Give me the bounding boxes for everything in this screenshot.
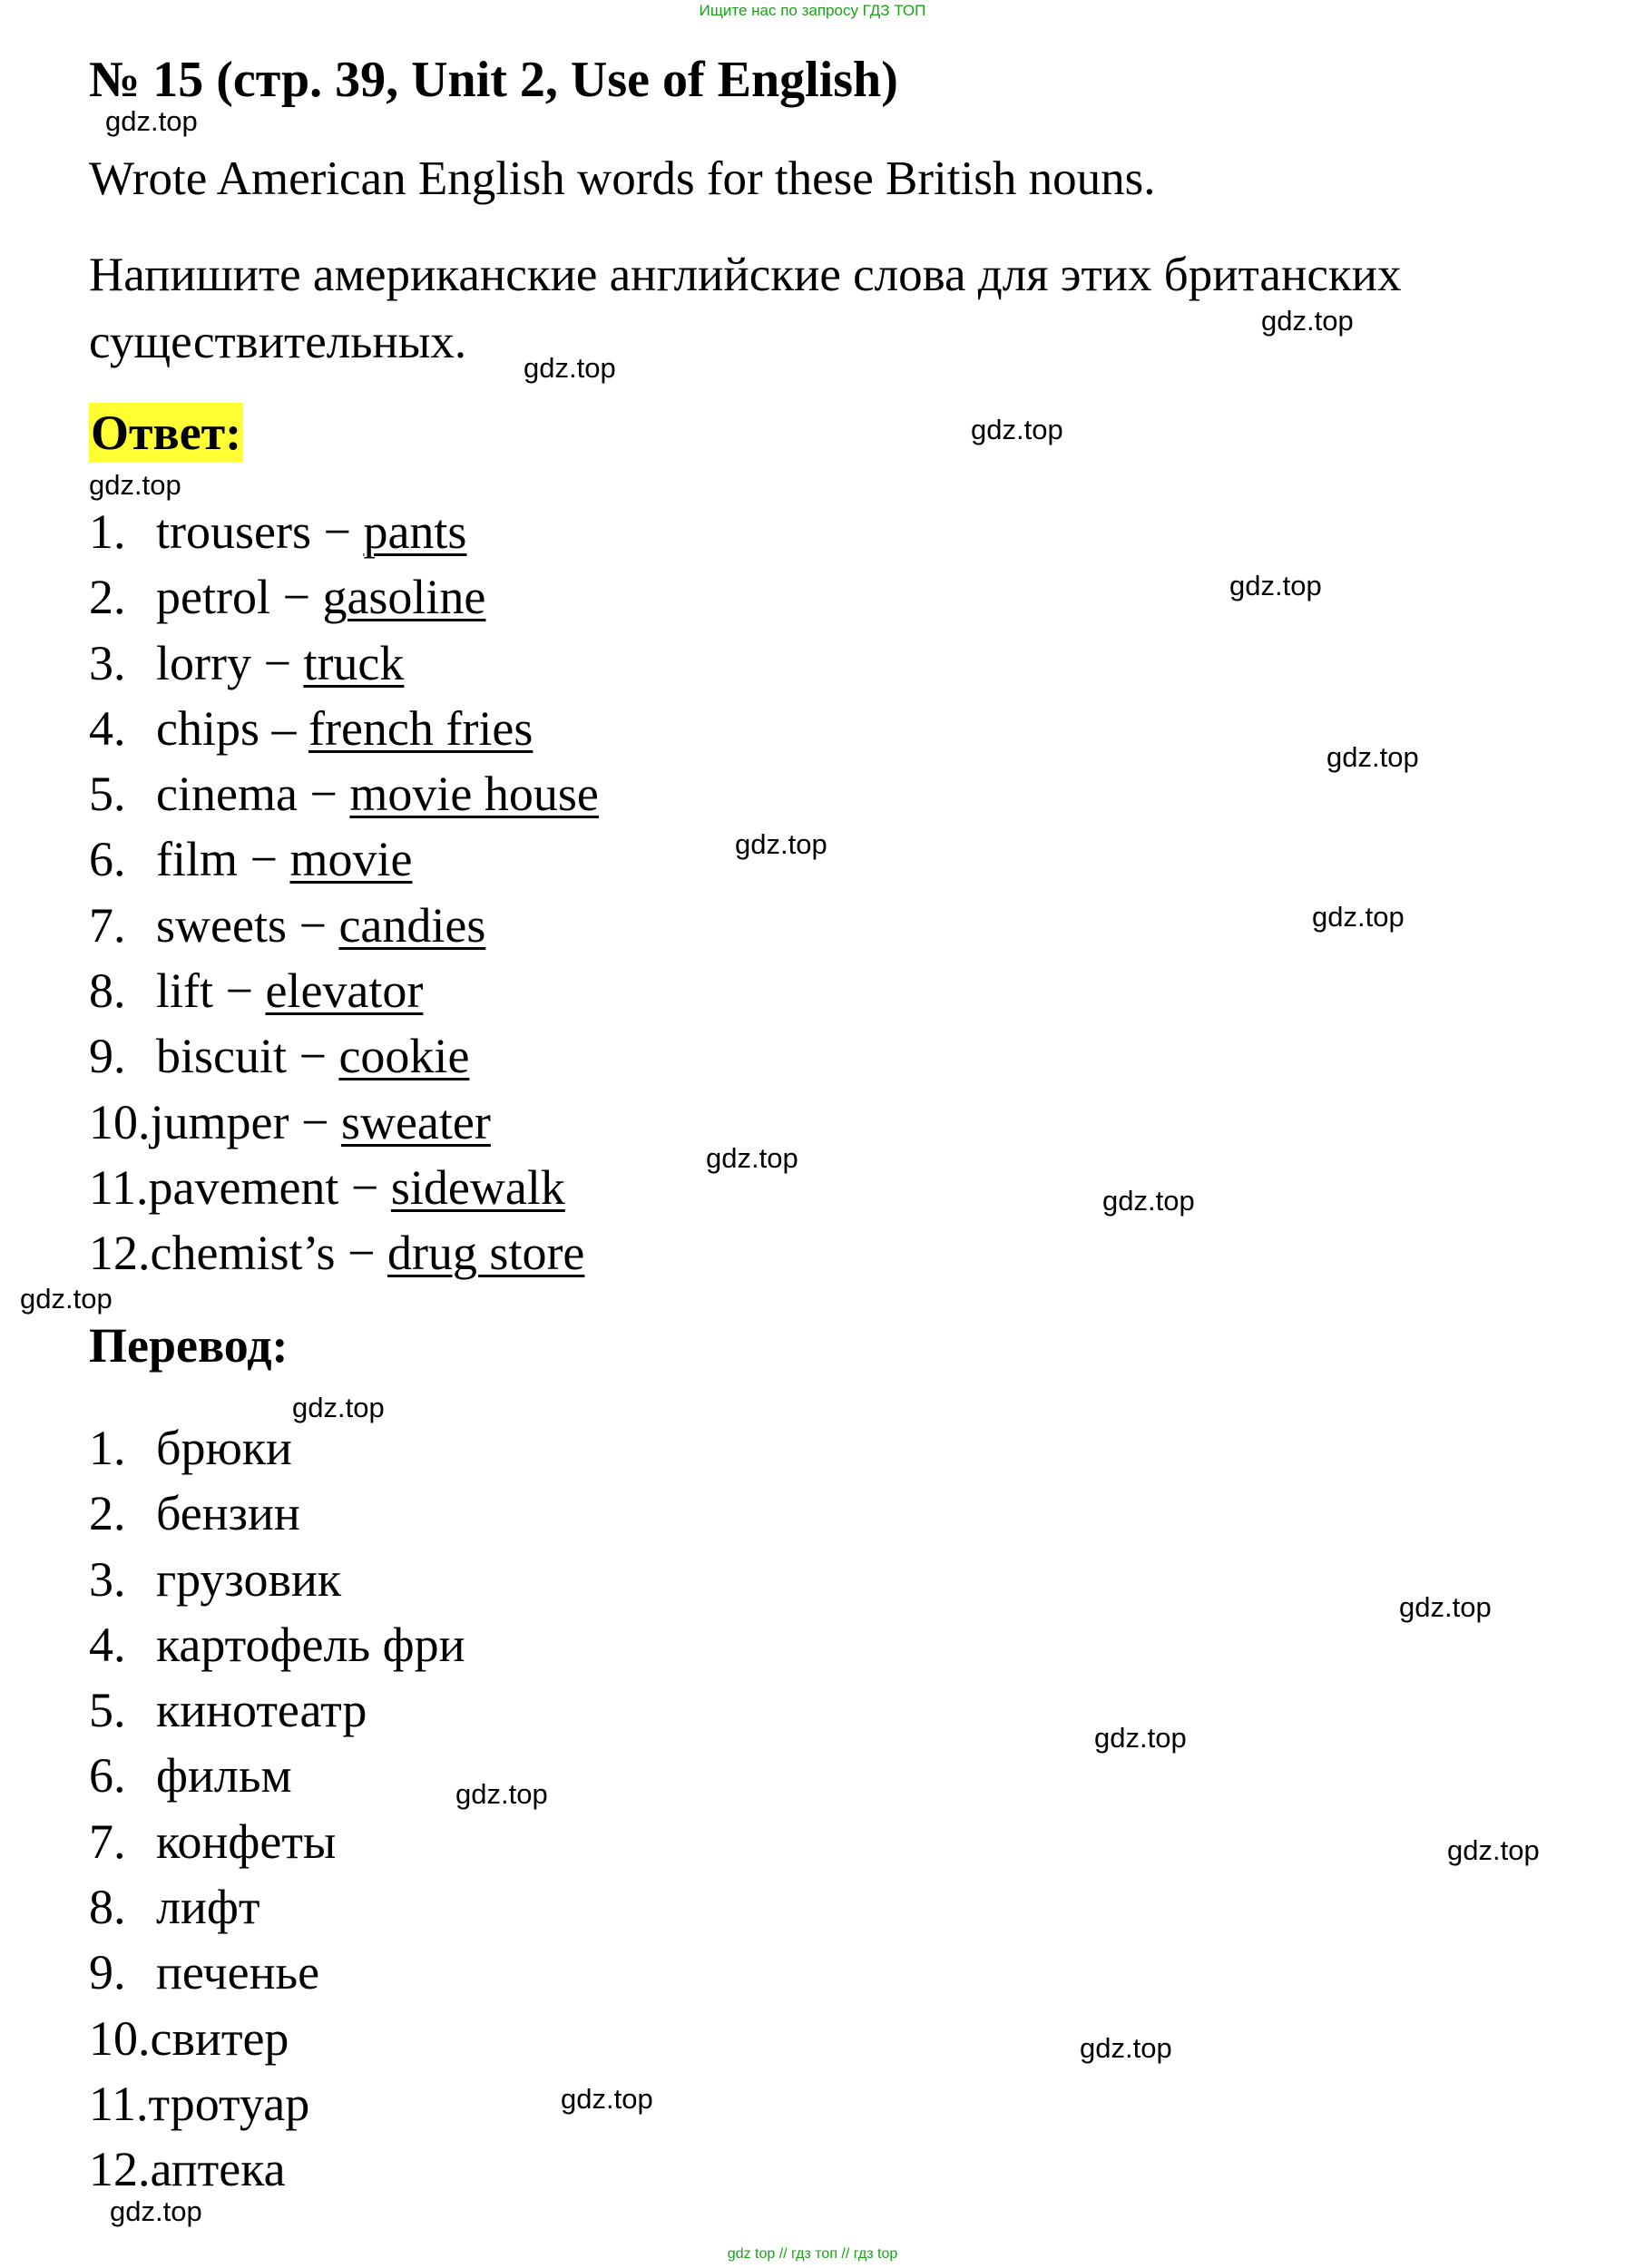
answer-item (89, 564, 599, 630)
item-number: 10. (89, 2010, 151, 2066)
watermark: gdz.top (706, 1142, 798, 1174)
translation-item (89, 1547, 465, 1612)
item-number: 8. (89, 1880, 126, 1935)
translation-text: брюки (156, 1421, 292, 1475)
american-word: sweater (340, 1094, 491, 1149)
british-word: chemist’s (150, 1226, 336, 1281)
american-word: french fries (308, 700, 534, 756)
separator: − (269, 570, 323, 625)
watermark: gdz.top (1447, 1834, 1540, 1866)
separator: − (338, 1159, 391, 1215)
item-number: 11. (89, 1159, 149, 1215)
watermark: gdz.top (89, 469, 181, 501)
answer-list (89, 499, 599, 1286)
american-word: pants (363, 504, 467, 559)
item-number: 2. (89, 1486, 126, 1541)
watermark: gdz.top (735, 828, 827, 860)
translation-item (89, 1940, 465, 2005)
translation-text: лифт (156, 1880, 260, 1935)
american-word: gasoline (322, 570, 486, 625)
watermark: gdz.top (292, 1392, 385, 1423)
item-number: 3. (89, 1551, 126, 1607)
item-number: 1. (89, 504, 126, 559)
separator: − (213, 963, 266, 1019)
british-word: jumper (150, 1094, 289, 1149)
american-word: movie (289, 832, 413, 887)
translation-item (89, 1415, 465, 1481)
item-number: 6. (89, 1748, 126, 1804)
american-word: sidewalk (390, 1159, 565, 1215)
separator: − (297, 767, 350, 822)
translation-item (89, 2136, 465, 2202)
watermark: gdz.top (524, 352, 616, 384)
item-number: 4. (89, 700, 126, 756)
watermark: gdz.top (1094, 1722, 1187, 1754)
british-word: biscuit (156, 1029, 287, 1084)
translation-text: конфеты (156, 1813, 337, 1869)
separator: − (250, 635, 304, 690)
answer-item (89, 1023, 599, 1089)
watermark: gdz.top (1261, 305, 1354, 337)
separator: − (286, 897, 339, 953)
answer-item (89, 1090, 599, 1155)
answer-heading: Ответ: (89, 403, 243, 463)
american-word: candies (338, 897, 486, 953)
separator: − (310, 504, 364, 559)
translation-text: бензин (156, 1486, 300, 1541)
answer-item (89, 696, 599, 761)
task-text-english: Wrote American English words for these British nouns. (89, 152, 1156, 205)
translation-text: свитер (150, 2010, 289, 2066)
item-number: 7. (89, 1813, 126, 1869)
watermark: gdz.top (971, 414, 1063, 445)
separator: – (259, 700, 308, 756)
british-word: cinema (156, 767, 298, 822)
item-number: 4. (89, 1617, 126, 1672)
translation-item (89, 1809, 465, 1874)
task-text-russian: Напишите американские английские слова для этих британских существительных. (89, 249, 1402, 368)
translation-text: грузовик (156, 1551, 342, 1607)
answer-item (89, 826, 599, 892)
watermark: gdz.top (561, 2083, 653, 2115)
item-number: 5. (89, 1683, 126, 1738)
translation-text: кинотеатр (156, 1683, 367, 1738)
item-number: 12. (89, 1226, 151, 1281)
british-word: trousers (156, 504, 311, 559)
page-title: № 15 (стр. 39, Unit 2, Use of English) (89, 52, 898, 108)
bottom-banner: gdz top // гдз топ // гдз top (727, 2246, 898, 2262)
item-number: 3. (89, 635, 126, 690)
separator: − (335, 1226, 387, 1281)
item-number: 9. (89, 1945, 126, 2000)
british-word: lift (156, 963, 213, 1019)
item-number: 11. (89, 2076, 149, 2131)
watermark: gdz.top (1399, 1591, 1492, 1623)
translation-item (89, 1612, 465, 1677)
translation-text: печенье (156, 1945, 320, 2000)
item-number: 2. (89, 570, 126, 625)
separator: − (238, 832, 290, 887)
item-number: 6. (89, 832, 126, 887)
translation-item (89, 2071, 465, 2136)
answer-item (89, 1155, 599, 1220)
watermark: gdz.top (110, 2195, 202, 2227)
translation-list (89, 1415, 465, 2203)
top-banner: Ищите нас по запросу ГДЗ ТОП (699, 2, 926, 19)
answer-item (89, 499, 599, 564)
watermark: gdz.top (105, 105, 198, 137)
british-word: petrol (156, 570, 270, 625)
translation-text: фильм (156, 1748, 292, 1804)
translation-text: тротуар (148, 2076, 310, 2131)
british-word: lorry (156, 635, 251, 690)
translation-heading: Перевод: (89, 1318, 289, 1373)
separator: − (289, 1094, 341, 1149)
watermark: gdz.top (455, 1778, 548, 1810)
item-number: 5. (89, 767, 126, 822)
translation-item (89, 1874, 465, 1940)
item-number: 9. (89, 1029, 126, 1084)
american-word: truck (303, 635, 405, 690)
watermark: gdz.top (1326, 741, 1419, 773)
american-word: movie house (349, 767, 599, 822)
item-number: 7. (89, 897, 126, 953)
watermark: gdz.top (1102, 1185, 1195, 1217)
item-number: 10. (89, 1094, 151, 1149)
answer-item (89, 1220, 599, 1286)
translation-item (89, 1743, 465, 1808)
item-number: 8. (89, 963, 126, 1019)
answer-item (89, 761, 599, 826)
translation-item (89, 1481, 465, 1546)
american-word: cookie (338, 1029, 470, 1084)
american-word: elevator (265, 963, 424, 1019)
british-word: sweets (156, 897, 287, 953)
answer-item (89, 893, 599, 958)
british-word: pavement (148, 1159, 339, 1215)
british-word: film (156, 832, 238, 887)
american-word: drug store (387, 1226, 585, 1281)
item-number: 12. (89, 2142, 151, 2197)
watermark: gdz.top (20, 1283, 113, 1315)
item-number: 1. (89, 1421, 126, 1475)
british-word: chips (156, 700, 259, 756)
translation-text: аптека (150, 2142, 286, 2197)
separator: − (287, 1029, 339, 1084)
translation-item (89, 1677, 465, 1743)
watermark: gdz.top (1229, 570, 1322, 601)
translation-item (89, 2006, 465, 2071)
watermark: gdz.top (1080, 2032, 1172, 2064)
answer-item (89, 631, 599, 696)
translation-text: картофель фри (156, 1617, 465, 1672)
watermark: gdz.top (1312, 901, 1405, 933)
answer-item (89, 958, 599, 1023)
